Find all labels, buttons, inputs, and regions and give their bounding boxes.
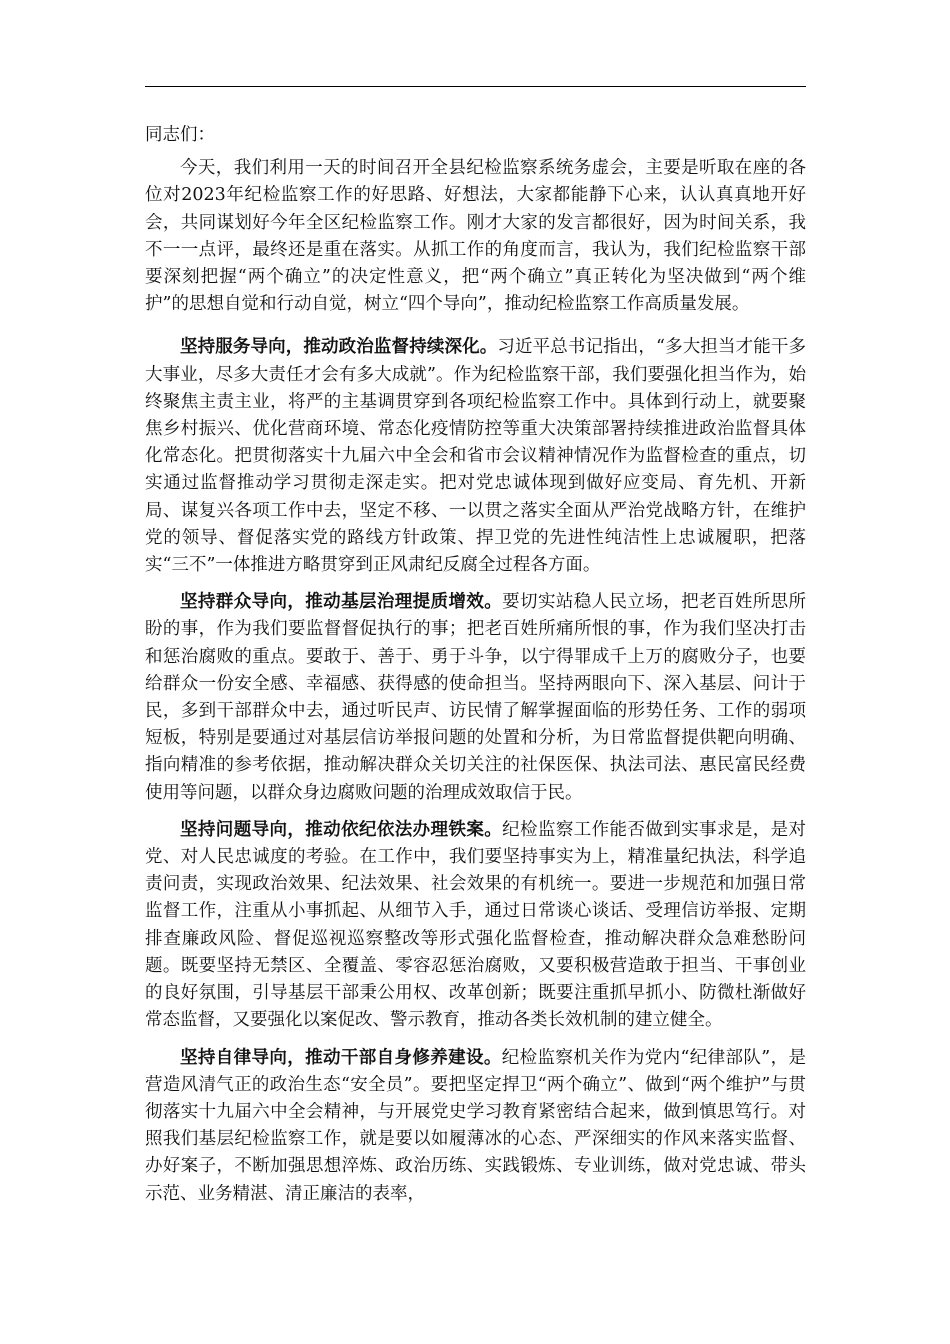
- section-paragraph-service: [145, 334, 806, 579]
- salutation: 同志们：: [145, 125, 215, 145]
- section-heading: 坚持服务导向，推动政治监督持续深化。: [180, 337, 498, 358]
- intro-paragraph: 今天，我们利用一天的时间召开全县纪检监察系统务虚会，主要是听取在座的各位对2023年纪检监察工作的好思路、好想法，大家都能静下心来，认认真真地开好会，共同谋划好今年全区纪检监察工作。刚才大家的发言都很好，因为时间关系，我不一一点评，最终还是重在落实。从抓工作的角度而言，我认为，我们纪检监察干部要深刻把握“两个确立”的决定性意义，把“两个确立”真正转化为坚决做到“两个维护”的思想自觉和行动自觉，树立“四个导向”，推动纪检监察工作高质量发展。: [145, 158, 806, 315]
- section-body: 习近平总书记指出，“多大担当才能干多大事业，尽多大责任才会有多大成就”。作为纪检监察干部，我们要强化担当作为，始终聚焦主责主业，将严的主基调贯穿到各项纪检监察工作中。具体到行动上，就要聚焦乡村振兴、优化营商环境、常态化疫情防控等重大决策部署持续推进政治监督具体化常态化。把贯彻落实十九届六中全会和省市会议精神情况作为监督检查的重点，切实通过监督推动学习贯彻走深走实。把对党忠诚体现到做好应变局、育先机、开新局、谋复兴各项工作中去，坚定不移、一以贯之落实全面从严治党战略方针，在维护党的领导、督促落实党的路线方针政策、捍卫党的先进性纯洁性上忠诚履职，把落实“三不”一体推进方略贯穿到正风肃纪反腐全过程各方面。: [145, 337, 806, 576]
- section-paragraph-problem: [145, 817, 806, 1035]
- section-body: 纪检监察机关作为党内“纪律部队”，是营造风清气正的政治生态“安全员”。要把坚定捍卫“两个确立”、做到“两个维护”与贯彻落实十九届六中全会精神，与开展党史学习教育紧密结合起来，做到慎思笃行。对照我们基层纪检监察工作，就是要以如履薄冰的心态、严深细实的作风来落实监督、办好案子，不断加强思想淬炼、政治历练、实践锻炼、专业训练，做对党忠诚、带头示范、业务精湛、清正廉洁的表率，: [145, 1047, 806, 1204]
- section-body: 纪检监察工作能否做到实事求是，是对党、对人民忠诚度的考验。在工作中，我们要坚持事实为上，精准量纪执法，科学追责问责，实现政治效果、纪法效果、社会效果的有机统一。要进一步规范和加强日常监督工作，注重从小事抓起、从细节入手，通过日常谈心谈话、受理信访举报、定期排查廉政风险、督促巡视巡察整改等形式强化监督检查，推动解决群众急难愁盼问题。既要坚持无禁区、全覆盖、零容忍惩治腐败，又要积极营造敢于担当、干事创业的良好氛围，引导基层干部秉公用权、改革创新；既要注重抓早抓小、防微杜渐做好常态监督，又要强化以案促改、警示教育，推动各类长效机制的建立健全。: [145, 819, 807, 1031]
- section-paragraph-masses: [145, 589, 806, 807]
- section-paragraph-self-discipline: [145, 1045, 806, 1208]
- document-body: [145, 122, 806, 1218]
- header-rule: [145, 86, 806, 87]
- section-body: 要切实站稳人民立场，把老百姓所思所盼的事，作为我们要监督督促执行的事；把老百姓所痛所恨的事，作为我们坚决打击和惩治腐败的重点。要敢于、善于、勇于斗争，以宁得罪成千上万的腐败分子，也要给群众一份安全感、幸福感、获得感的使命担当。坚持两眼向下、深入基层、问计于民，多到干部群众中去，通过听民声、访民情了解掌握面临的形势任务、工作的弱项短板，特别是要通过对基层信访举报问题的处置和分析，为日常监督提供靶向明确、指向精准的参考依据，推动解决群众关切关注的社保医保、执法司法、惠民富民经费使用等问题，以群众身边腐败问题的治理成效取信于民。: [145, 592, 807, 803]
- section-heading: 坚持群众导向，推动基层治理提质增效。: [180, 592, 503, 613]
- section-heading: 坚持问题导向，推动依纪依法办理铁案。: [180, 819, 503, 840]
- section-heading: 坚持自律导向，推动干部自身修养建设。: [180, 1047, 502, 1068]
